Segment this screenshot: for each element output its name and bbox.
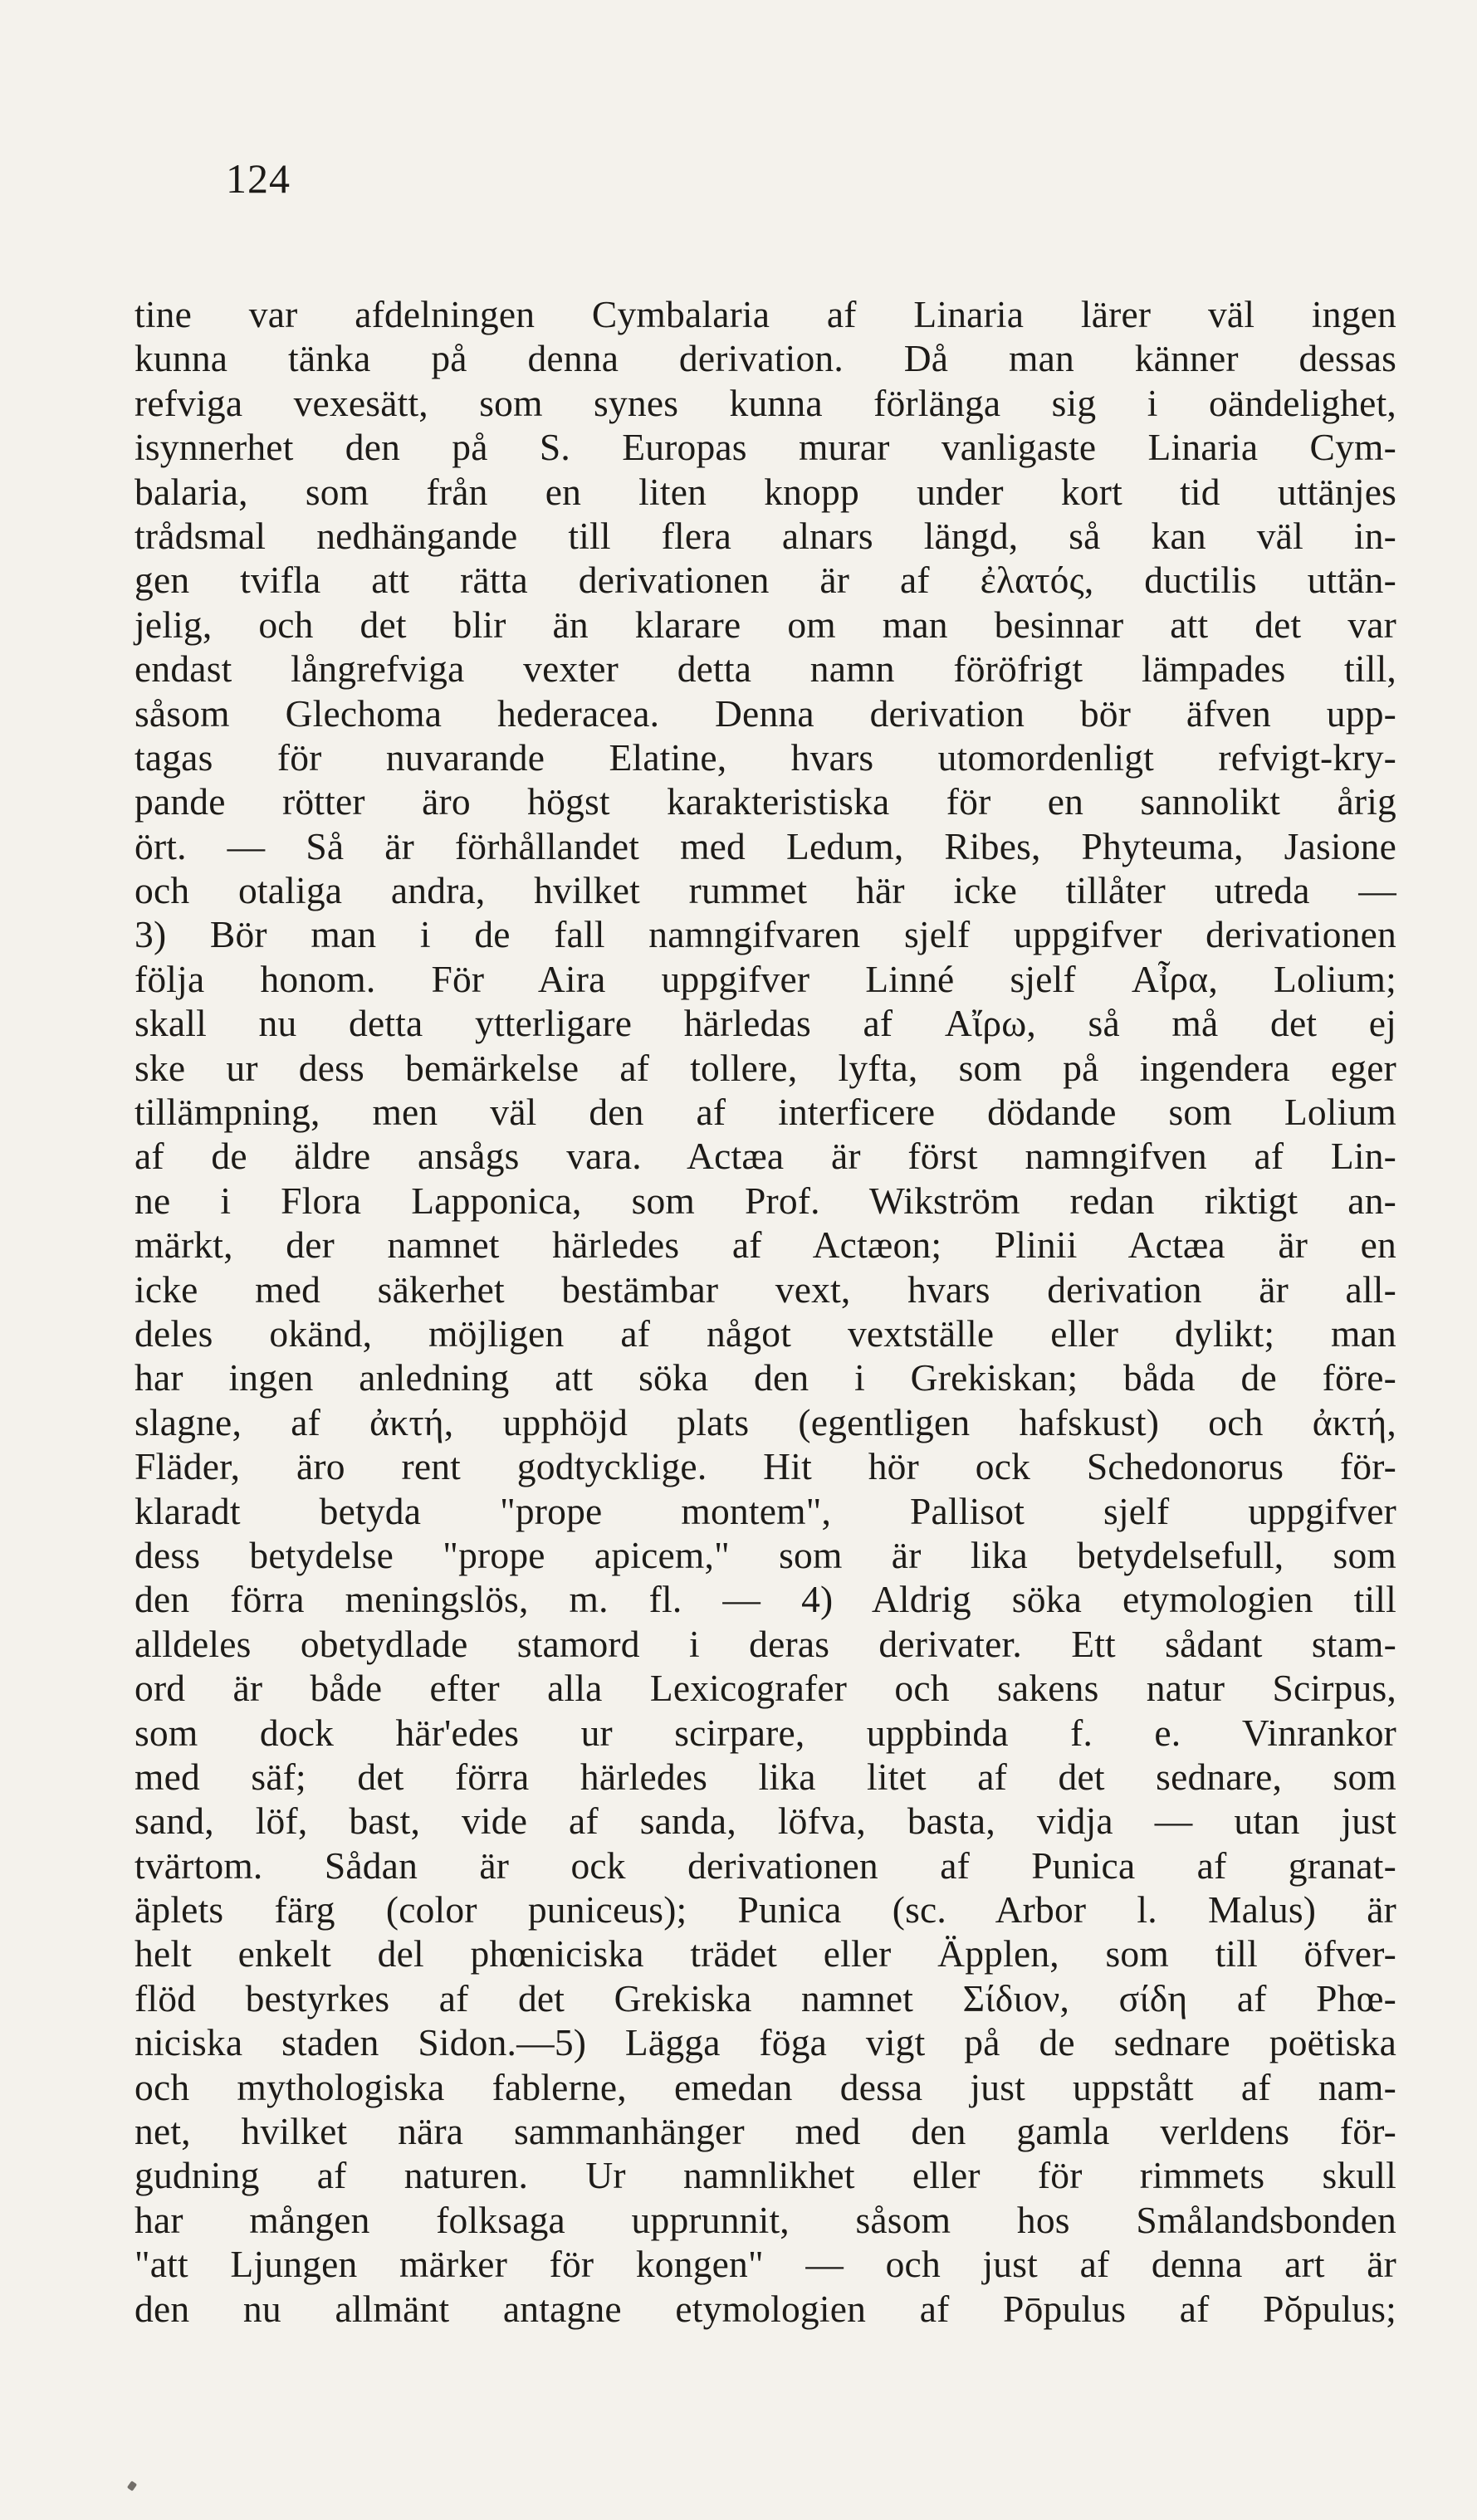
text-line: 3) Bör man i de fall namngifvaren sjelf uppgifver derivationen [134,913,1396,956]
text-line: ört. — Så är förhållandet med Ledum, Ribes, Phyteuma, Jasione [134,824,1396,867]
text-line: balaria, som från en liten knopp under kort tid uttänjes [134,470,1396,513]
text-line: trådsmal nedhängande till flera alnars längd, så kan väl in- [134,514,1396,557]
text-line: följa honom. För Aira uppgifver Linné sjelf Αἶρα, Lolium; [134,957,1396,1000]
text-line: har ingen anledning att söka den i Grekiskan; båda de före- [134,1356,1396,1399]
text-line: och otaliga andra, hvilket rummet här icke tillåter utreda — [134,869,1396,912]
text-line: ord är både efter alla Lexicografer och sakens natur Scirpus, [134,1667,1396,1710]
text-line: som dock här'edes ur scirpare, uppbinda f. e. Vinrankor [134,1711,1396,1754]
text-line: deles okänd, möjligen af något vextställe eller dylikt; man [134,1311,1396,1355]
text-line: sand, löf, bast, vide af sanda, löfva, basta, vidja — utan just [134,1800,1396,1843]
text-line: "att Ljungen märker för kongen" — och just af denna art är [134,2243,1396,2286]
text-line: af de äldre ansågs vara. Actæa är först namngifven af Lin- [134,1135,1396,1178]
text-line: tagas för nuvarande Elatine, hvars utomordenligt refvigt-kry- [134,735,1396,779]
text-line: ne i Flora Lapponica, som Prof. Wikström redan riktigt an- [134,1179,1396,1222]
text-line: såsom Glechoma hederacea. Denna derivation bör äfven upp- [134,691,1396,735]
text-line: klaradt betyda "prope montem", Pallisot sjelf uppgifver [134,1489,1396,1532]
text-line: tine var afdelningen Cymbalaria af Linaria lärer väl ingen [134,293,1396,335]
text-line: isynnerhet den på S. Europas murar vanligaste Linaria Cym- [134,426,1396,469]
text-line: endast långrefviga vexter detta namn föröfrigt lämpades till, [134,647,1396,691]
text-line: den förra meningslös, m. fl. — 4) Aldrig söka etymologien till [134,1578,1396,1621]
text-line: pande rötter äro högst karakteristiska för en sannolikt årig [134,780,1396,823]
page-number: 124 [226,155,291,202]
body-text [134,292,1396,2331]
text-line: gen tvifla att rätta derivationen är af ἐλατός, ductilis uttän- [134,559,1396,602]
text-line: märkt, der namnet härledes af Actæon; Plinii Actæa är en [134,1223,1396,1267]
text-line: den nu allmänt antagne etymologien af Pōpulus af Pŏpulus; [134,2287,1396,2330]
text-line: ske ur dess bemärkelse af tollere, lyfta, som på ingendera eger [134,1046,1396,1089]
text-line: icke med säkerhet bestämbar vext, hvars derivation är all- [134,1267,1396,1311]
text-line: refviga vexesätt, som synes kunna förlänga sig i oändelighet, [134,381,1396,424]
text-line: flöd bestyrkes af det Grekiska namnet Σίδιον, σίδη af Phœ- [134,1976,1396,2019]
text-line: alldeles obetydlade stamord i deras derivater. Ett sådant stam- [134,1622,1396,1665]
text-line: jelig, och det blir än klarare om man besinnar att det var [134,603,1396,646]
text-line: och mythologiska fablerne, emedan dessa just uppstått af nam- [134,2065,1396,2108]
text-line: helt enkelt del phœniciska trädet eller Äpplen, som till öfver- [134,1932,1396,1975]
text-line: dess betydelse "prope apicem," som är lika betydelsefull, som [134,1533,1396,1576]
text-line: tvärtom. Sådan är ock derivationen af Punica af granat- [134,1844,1396,1887]
text-line: niciska staden Sidon.—5) Lägga föga vigt på de sednare poëtiska [134,2021,1396,2064]
text-line: slagne, af ἀκτή, upphöjd plats (egentligen hafskust) och ἀκτή, [134,1400,1396,1443]
text-line: Fläder, äro rent godtycklige. Hit hör ock Schedonorus för- [134,1445,1396,1488]
text-line: har mången folksaga upprunnit, såsom hos Smålandsbonden [134,2198,1396,2241]
text-line: gudning af naturen. Ur namnlikhet eller för rimmets skull [134,2154,1396,2197]
text-line: kunna tänka på denna derivation. Då man känner dessas [134,337,1396,380]
text-line: med säf; det förra härledes lika litet af det sednare, som [134,1755,1396,1798]
text-line: tillämpning, men väl den af interficere dödande som Lolium [134,1091,1396,1134]
text-line: net, hvilket nära sammanhänger med den gamla verldens för- [134,2110,1396,2153]
ink-speck [127,2481,137,2492]
text-line: skall nu detta ytterligare härledas af Αἴρω, så må det ej [134,1002,1396,1045]
text-line: äplets färg (color puniceus); Punica (sc. Arbor l. Malus) är [134,1888,1396,1932]
